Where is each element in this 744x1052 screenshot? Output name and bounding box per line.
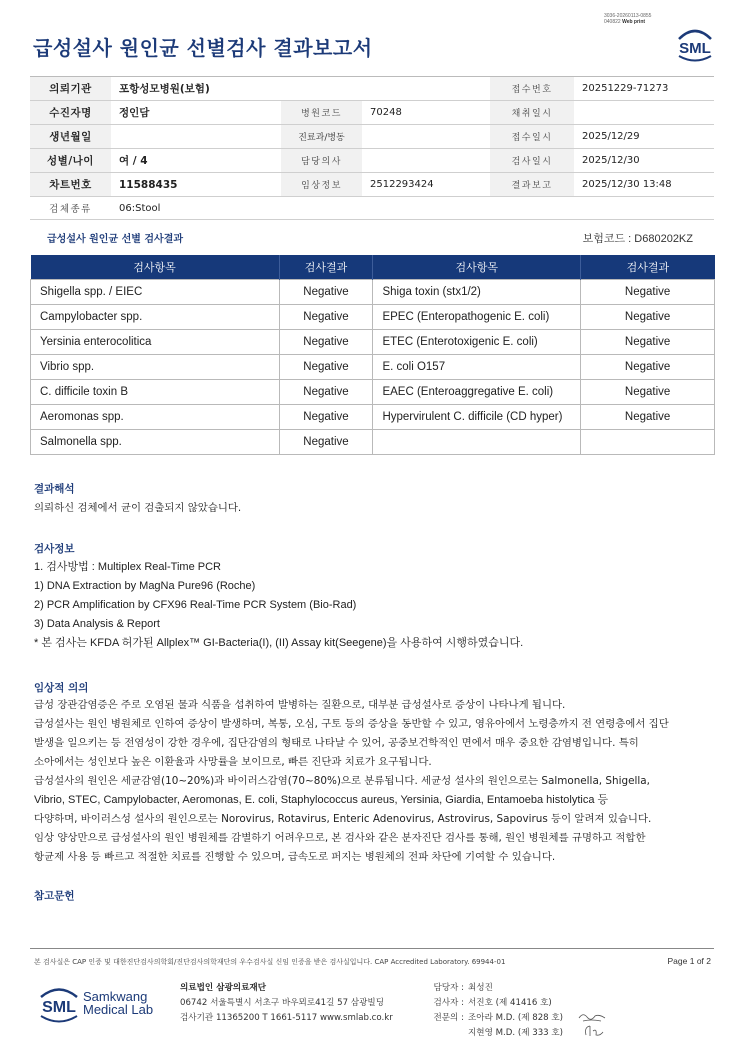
table-row	[31, 429, 715, 454]
test-item: Campylobacter spp.	[31, 304, 280, 329]
logo-line2: Medical Lab	[83, 1002, 154, 1017]
staff-name: 최성진	[468, 983, 493, 993]
staff-row	[428, 996, 563, 1011]
info-row	[30, 173, 714, 197]
table-row	[31, 379, 715, 404]
staff-row	[428, 981, 563, 996]
test-info-line: 1. 검사방법 : Multiplex Real-Time PCR	[34, 561, 221, 573]
info-label: 의뢰기관	[30, 77, 111, 101]
info-value-department	[362, 125, 490, 149]
clinical-line: 다양하며, 바이러스성 설사의 원인으로는 Norovirus, Rotavirus, Enteric Adenovirus, Astrovirus, Sapovirus 등이 알려져 있습니다.	[34, 813, 652, 825]
table-row	[31, 304, 715, 329]
info-label: 접수일시	[490, 125, 574, 149]
clinical-line: 급성 장관감염증은 주로 오염된 물과 식품을 섭취하여 발병하는 질환으로, 대부분 급성설사로 증상이 나타나게 됩니다.	[34, 699, 566, 711]
document-code-line2: 040822	[604, 19, 621, 25]
info-value-report-time: 2025/12/30 13:48	[574, 173, 714, 197]
clinical-line: 항균제 사용 등 빠르고 적절한 치료를 진행할 수 있으며, 급속도로 퍼지는 병원체의 전파 차단에 기여할 수 있습니다.	[34, 851, 556, 863]
test-info-body	[34, 558, 724, 653]
clinical-line: Vibrio, STEC, Campylobacter, Aeromonas, E. coli, Staphylococcus aureus, Yersinia, Giardia, Entamoeba histolytica 등	[34, 794, 609, 806]
patient-info-table	[30, 76, 714, 220]
logo-line1: Samkwang	[83, 989, 148, 1004]
test-item: EPEC (Enteropathogenic E. coli)	[373, 304, 581, 329]
test-result: Negative	[279, 429, 373, 454]
footer-divider	[30, 948, 714, 949]
info-value-test-date: 2025/12/30	[574, 149, 714, 173]
info-label: 생년월일	[30, 125, 111, 149]
results-header-row	[31, 255, 715, 279]
insurance-code: 보험코드 : D680202KZ	[582, 233, 693, 245]
test-item: EAEC (Enteroaggregative E. coli)	[373, 379, 581, 404]
info-label: 차트번호	[30, 173, 111, 197]
document-code	[604, 13, 651, 25]
info-label: 접수번호	[490, 77, 574, 101]
staff-name: 지현영 M.D. (제 333 호)	[468, 1028, 564, 1038]
org-address: 06742 서울특별시 서초구 바우뫼로41길 57 삼광빌딩	[180, 998, 384, 1008]
table-row	[31, 404, 715, 429]
test-item: ETEC (Enterotoxigenic E. coli)	[373, 329, 581, 354]
test-result: Negative	[581, 379, 715, 404]
signature-icon	[582, 1023, 606, 1039]
organization-info	[180, 981, 393, 1026]
info-label: 진료과/병동	[281, 125, 362, 149]
test-item: Shiga toxin (stx1/2)	[373, 279, 581, 304]
info-label: 성별/나이	[30, 149, 111, 173]
test-item: Hypervirulent C. difficile (CD hyper)	[373, 404, 581, 429]
info-value-doctor	[362, 149, 490, 173]
test-result: Negative	[279, 379, 373, 404]
column-header-test: 검사항목	[31, 255, 280, 279]
sml-logo-icon	[673, 23, 717, 63]
test-info-line: 3) Data Analysis & Report	[34, 618, 160, 630]
interpretation-text	[34, 499, 724, 518]
document-code-line1: 3036-20260113-0855	[604, 13, 652, 19]
accreditation-note: 본 검사실은 CAP 인증 및 대한진단검사의학회/진단검사의학재단의 우수검사실 신임 인증을 받은 검사실입니다. CAP Accredited Laboratory. 69944-01	[34, 958, 506, 966]
test-result: Negative	[581, 354, 715, 379]
test-result: Negative	[279, 329, 373, 354]
samkwang-logo	[36, 980, 156, 1028]
interpretation-line: 의뢰하신 검체에서 균이 검출되지 않았습니다.	[34, 502, 242, 514]
clinical-line: 급성설사의 원인은 세균감염(10~20%)과 바이러스감염(70~80%)으로 분류됩니다. 세균성 설사의 원인으로는 Salmonella, Shigella,	[34, 775, 650, 787]
clinical-line: 발생을 일으키는 등 전염성이 강한 경우에, 집단감염의 형태로 나타날 수 있어, 공중보건학적인 면에서 매우 중요한 감염병입니다. 특히	[34, 737, 639, 749]
info-row	[30, 197, 714, 220]
info-row	[30, 149, 714, 173]
table-row	[31, 279, 715, 304]
clinical-body	[34, 696, 724, 867]
test-result: Negative	[581, 404, 715, 429]
web-print-label: Web print	[622, 19, 646, 25]
info-label: 수진자명	[30, 101, 111, 125]
test-result	[581, 429, 715, 454]
info-label: 검사일시	[490, 149, 574, 173]
test-item: Aeromonas spp.	[31, 404, 280, 429]
sml-logo-mark-icon	[36, 980, 82, 1028]
test-item: Shigella spp. / EIEC	[31, 279, 280, 304]
column-header-result: 검사결과	[581, 255, 715, 279]
test-result: Negative	[581, 304, 715, 329]
results-section-title: 급성설사 원인균 선별 검사결과	[47, 234, 184, 245]
test-result: Negative	[279, 404, 373, 429]
staff-info	[428, 981, 563, 1041]
test-info-line: 2) PCR Amplification by CFX96 Real-Time PCR System (Bio-Rad)	[34, 599, 357, 611]
test-result: Negative	[279, 304, 373, 329]
info-value-accession: 20251229-71273	[574, 77, 714, 101]
info-value-collection-time	[574, 101, 714, 125]
info-value-institution: 포항성모병원(보험)	[111, 77, 490, 101]
info-value-sex-age: 여 / 4	[111, 149, 281, 173]
info-label: 검체종류	[30, 197, 111, 220]
info-value-specimen: 06:Stool	[111, 197, 714, 220]
test-result: Negative	[279, 279, 373, 304]
test-item: Salmonella spp.	[31, 429, 280, 454]
info-value-hospital-code: 70248	[362, 101, 490, 125]
staff-name: 조아라 M.D. (제 828 호)	[468, 1013, 564, 1023]
org-contact: 검사기관 11365200 T 1661-5117 www.smlab.co.kr	[180, 1013, 393, 1023]
test-info-line: * 본 검사는 KFDA 허가된 Allplex™ GI-Bacteria(I), (II) Assay kit(Seegene)을 사용하여 시행하였습니다.	[34, 637, 524, 649]
staff-role: 전문의 :	[433, 1013, 464, 1023]
info-row	[30, 101, 714, 125]
test-item: E. coli O157	[373, 354, 581, 379]
test-result: Negative	[279, 354, 373, 379]
test-info-line: 1) DNA Extraction by MagNa Pure96 (Roche)	[34, 580, 256, 592]
test-item: C. difficile toxin B	[31, 379, 280, 404]
info-label: 병원코드	[281, 101, 362, 125]
info-value-received-date: 2025/12/29	[574, 125, 714, 149]
staff-role: 검사자 :	[433, 998, 464, 1008]
info-value-patient-name: 정인담	[111, 101, 281, 125]
signature-icon	[577, 1010, 607, 1024]
staff-name: 서진호 (제 41416 호)	[468, 998, 552, 1008]
interpretation-heading: 결과해석	[34, 483, 75, 495]
clinical-heading: 임상적 의의	[34, 682, 89, 694]
info-value-birthdate	[111, 125, 281, 149]
table-row	[31, 329, 715, 354]
results-table	[30, 255, 715, 455]
clinical-line: 급성설사는 원인 병원체로 인하여 증상이 발생하며, 복통, 오심, 구토 등의 증상을 동반할 수 있고, 영유아에서 노령층까지 전 연령층에서 집단	[34, 718, 669, 730]
column-header-result: 검사결과	[279, 255, 373, 279]
table-row	[31, 354, 715, 379]
test-result: Negative	[581, 329, 715, 354]
info-label: 채취일시	[490, 101, 574, 125]
page-number: Page 1 of 2	[667, 956, 711, 966]
staff-row	[428, 1011, 563, 1026]
sml-logo-mark-text: SML	[42, 999, 76, 1016]
column-header-test: 검사항목	[373, 255, 581, 279]
test-item	[373, 429, 581, 454]
references-heading: 참고문헌	[34, 890, 75, 902]
info-label: 결과보고	[490, 173, 574, 197]
clinical-line: 임상 양상만으로 급성설사의 원인 병원체를 감별하기 어려우므로, 본 검사와 같은 분자진단 검사를 통해, 원인 병원체를 규명하고 적합한	[34, 832, 646, 844]
info-value-chart-number: 11588435	[111, 173, 281, 197]
staff-row	[428, 1026, 563, 1041]
clinical-line: 소아에서는 성인보다 높은 이환율과 사망률을 보이므로, 빠른 진단과 치료가 요구됩니다.	[34, 756, 432, 768]
test-item: Yersinia enterocolitica	[31, 329, 280, 354]
org-name: 의료법인 삼광의료재단	[180, 983, 267, 993]
report-title: 급성설사 원인균 선별검사 결과보고서	[33, 36, 373, 60]
test-result: Negative	[581, 279, 715, 304]
test-item: Vibrio spp.	[31, 354, 280, 379]
info-row	[30, 125, 714, 149]
info-label: 임상정보	[281, 173, 362, 197]
info-row	[30, 77, 714, 101]
test-info-heading: 검사정보	[34, 543, 75, 555]
info-label: 담당의사	[281, 149, 362, 173]
staff-role: 담당자 :	[433, 983, 464, 993]
sml-logo-text: SML	[679, 40, 711, 57]
info-value-clinical-info: 2512293424	[362, 173, 490, 197]
